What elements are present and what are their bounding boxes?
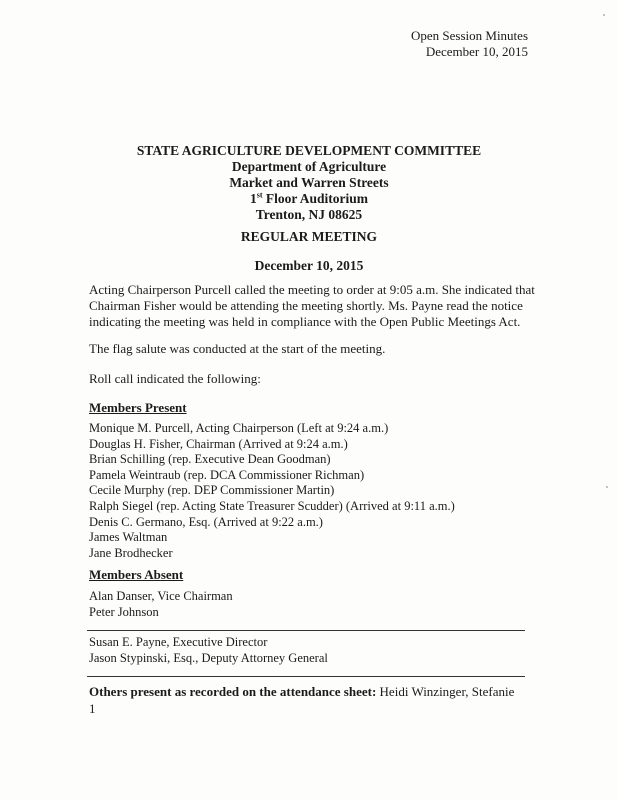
list-item: Brian Schilling (rep. Executive Dean Goodman): [89, 452, 331, 467]
meeting-type: REGULAR MEETING: [240, 229, 378, 244]
staff-list: [89, 635, 328, 666]
list-item: Alan Danser, Vice Chairman: [89, 589, 233, 603]
list-item: Cecile Murphy (rep. DEP Commissioner Martin): [89, 483, 335, 498]
call-to-order-paragraph: [89, 282, 539, 330]
meeting-date: December 10, 2015: [254, 258, 364, 273]
list-item: James Waltman: [89, 530, 168, 545]
list-item: Susan E. Payne, Executive Director: [89, 635, 268, 649]
city-address: Trenton, NJ 08625: [255, 207, 363, 222]
department-name: Department of Agriculture: [231, 159, 387, 174]
members-present-list: [89, 421, 455, 561]
page-number: 1: [89, 701, 96, 716]
paragraph-line: Chairman Fisher would be attending the meeting shortly. Ms. Payne read the notice: [89, 298, 523, 313]
floor-rest: Floor Auditorium: [262, 191, 369, 206]
floor-number: 1: [249, 191, 257, 206]
list-item: Jane Brodhecker: [89, 545, 173, 560]
paragraph-line: indicating the meeting was held in compliance with the Open Public Meetings Act.: [89, 314, 521, 329]
list-item: Ralph Siegel (rep. Acting State Treasurer Scudder) (Arrived at 9:11 a.m.): [89, 498, 455, 513]
members-absent-heading: Members Absent: [89, 567, 184, 582]
others-present: [89, 684, 514, 700]
list-item: Peter Johnson: [89, 604, 159, 619]
list-item: Douglas H. Fisher, Chairman (Arrived at 9:24 a.m.): [89, 436, 348, 451]
divider-line: [87, 630, 525, 631]
running-header: [411, 28, 528, 60]
header-date: December 10, 2015: [425, 44, 528, 59]
list-item: Denis C. Germano, Esq. (Arrived at 9:22 a.m.): [89, 514, 323, 529]
floor-suffix: st: [256, 190, 263, 200]
title-block: [0, 143, 618, 223]
paragraph-line: Acting Chairperson Purcell called the meeting to order at 9:05 a.m. She indicated that: [89, 282, 535, 297]
members-absent-list: [89, 589, 233, 620]
flag-salute-paragraph: The flag salute was conducted at the start of the meeting.: [89, 341, 386, 356]
scan-speck: [606, 486, 608, 488]
scan-speck: [603, 14, 605, 16]
others-label: Others present as recorded on the attendance sheet:: [89, 684, 377, 699]
floor-location: [0, 191, 618, 207]
street-address: Market and Warren Streets: [229, 175, 389, 190]
list-item: Monique M. Purcell, Acting Chairperson (Left at 9:24 a.m.): [89, 421, 389, 435]
roll-call-paragraph: Roll call indicated the following:: [89, 371, 261, 386]
organization-name: STATE AGRICULTURE DEVELOPMENT COMMITTEE: [136, 143, 482, 158]
list-item: Jason Stypinski, Esq., Deputy Attorney General: [89, 650, 328, 665]
members-present-heading: Members Present: [89, 400, 187, 415]
others-names: Heidi Winzinger, Stefanie: [376, 684, 515, 699]
divider-line: [87, 676, 525, 677]
header-title: Open Session Minutes: [411, 28, 528, 43]
list-item: Pamela Weintraub (rep. DCA Commissioner Richman): [89, 467, 365, 482]
